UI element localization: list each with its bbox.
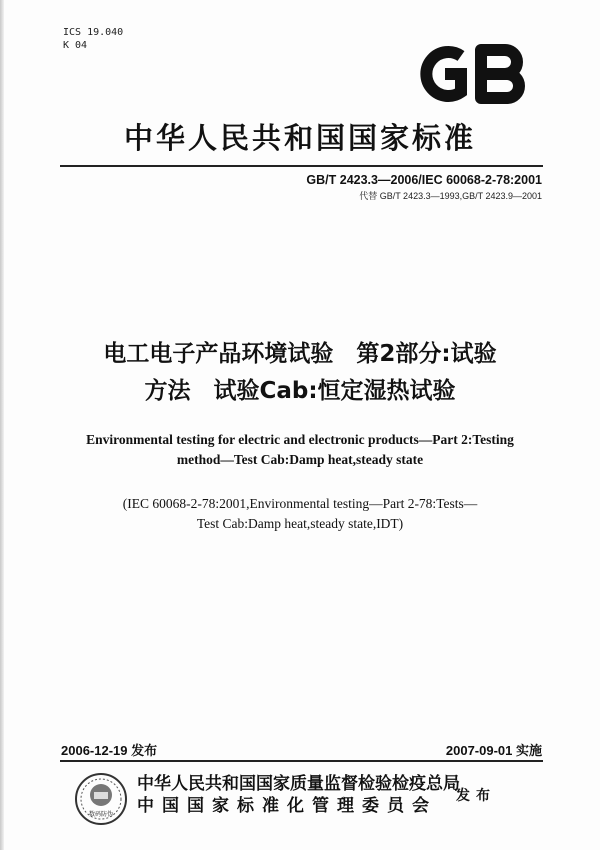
ics-code: ICS 19.040: [63, 27, 124, 38]
top-divider: [60, 165, 543, 167]
title-chinese-line-1: 电工电子产品环境试验 第2部分:试验: [103, 341, 497, 367]
issue-date: 2006-12-19 发布: [61, 743, 158, 758]
national-standard-heading: 中华人民共和国国家标准: [123, 121, 476, 155]
title-chinese: [40, 336, 560, 410]
page-edge-shadow: [0, 0, 4, 850]
svg-text:数码防伪: 数码防伪: [88, 811, 114, 818]
title-english-line-2: method—Test Cab:Damp heat,steady state: [176, 452, 424, 467]
issuing-authority: [137, 773, 460, 817]
iec-equivalence-line-1: (IEC 60068-2-78:2001,Environmental testing—Part 2-78:Tests—: [122, 496, 478, 511]
issuer-line-2: 中国国家标准化管理委员会: [137, 796, 437, 816]
bottom-divider: [60, 760, 543, 762]
category-code: K 04: [63, 40, 88, 51]
standard-number: GB/T 2423.3—2006/IEC 60068-2-78:2001: [306, 173, 542, 187]
iec-equivalence-line-2: Test Cab:Damp heat,steady state,IDT): [196, 516, 404, 531]
classification-codes: [63, 26, 123, 52]
gb-logo: [415, 40, 533, 108]
issue-label: 发布: [456, 788, 496, 804]
title-english-line-1: Environmental testing for electric and electronic products—Part 2:Testing: [86, 432, 514, 447]
title-chinese-line-2: 方法 试验Cab:恒定湿热试验: [144, 378, 456, 404]
title-english: [40, 430, 560, 470]
iec-equivalence: [40, 494, 560, 534]
replaces-note: 代替 GB/T 2423.3—1993,GB/T 2423.9—2001: [359, 191, 542, 201]
implementation-date: 2007-09-01 实施: [445, 743, 542, 758]
anti-counterfeit-seal: [74, 772, 128, 826]
issuer-line-1: 中华人民共和国国家质量监督检验检疫总局: [137, 774, 460, 794]
